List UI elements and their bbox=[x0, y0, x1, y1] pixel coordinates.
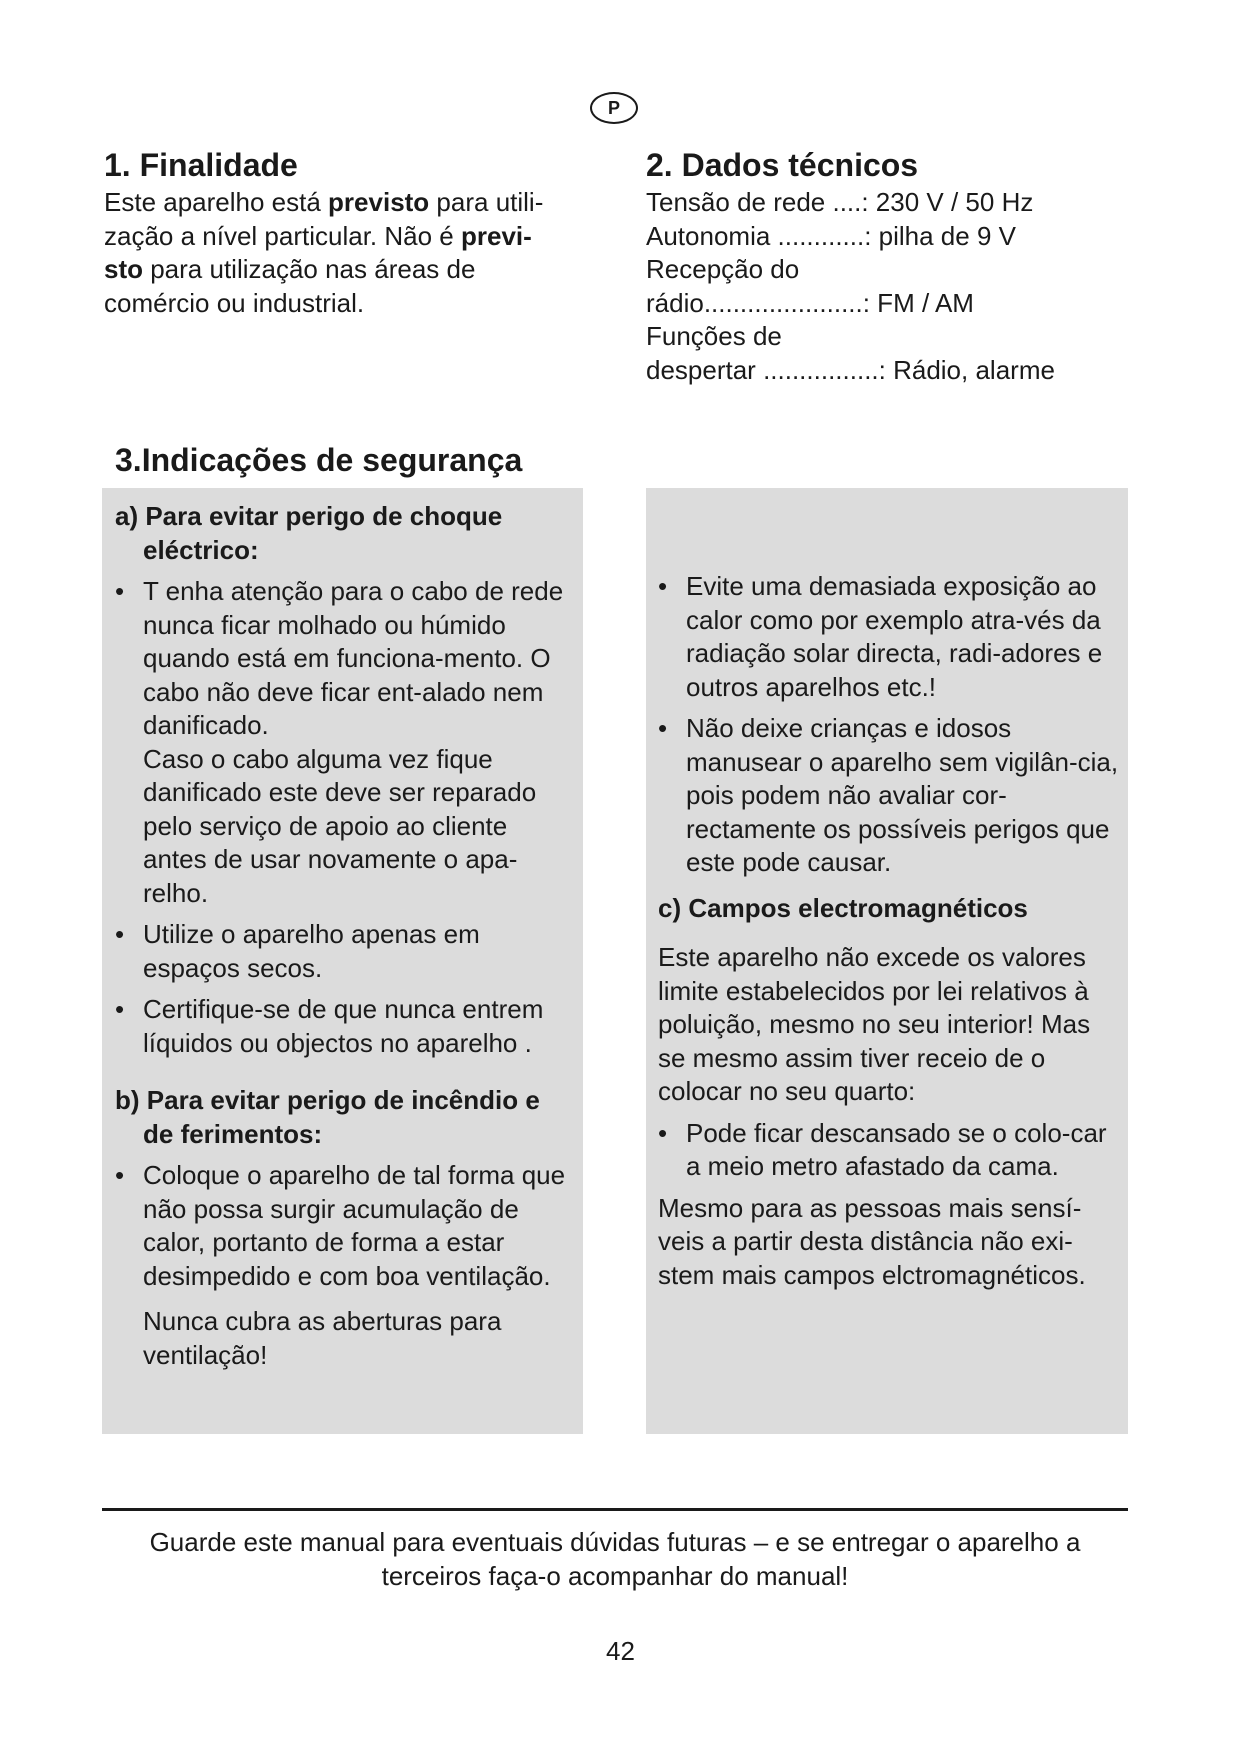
spec-row: Funções de bbox=[646, 321, 782, 352]
purpose-text-4: para utilização nas áreas de bbox=[143, 254, 476, 285]
list-item bbox=[658, 570, 1122, 704]
list-item bbox=[658, 1117, 1122, 1184]
list-item bbox=[115, 918, 573, 985]
language-badge-label: P bbox=[607, 97, 620, 118]
purpose-bold-1: previsto bbox=[328, 187, 430, 218]
purpose-bold-2: previ- bbox=[460, 220, 532, 251]
bullet-icon: • bbox=[658, 571, 668, 601]
heading-fire-injury: b) Para evitar perigo de incêndio e de ferimentos: bbox=[115, 1085, 540, 1149]
footer-divider bbox=[102, 1508, 1128, 1511]
safety-box-left bbox=[102, 488, 583, 1434]
section-purpose bbox=[104, 146, 594, 320]
bullet-text: Certifique-se de que nunca entrem líquidos ou objectos no aparelho . bbox=[143, 994, 544, 1058]
ventilation-note: Nunca cubra as aberturas para ventilação! bbox=[143, 1306, 502, 1370]
purpose-text-5: comércio ou industrial. bbox=[104, 287, 365, 318]
spec-row: Recepção do bbox=[646, 254, 800, 285]
technical-data-list bbox=[646, 186, 1166, 387]
section-technical-data bbox=[646, 146, 1166, 387]
electromagnetic-outro: Mesmo para as pessoas mais sensí-veis a partir desta distância não exi-stem mais campos elctromagnéticos. bbox=[658, 1192, 1086, 1290]
spec-row: Tensão de rede ....: 230 V / 50 Hz bbox=[646, 187, 1034, 218]
section-safety-title: 3.Indicações de segurança bbox=[115, 442, 523, 478]
footer-note bbox=[102, 1525, 1128, 1593]
bullet-text: Coloque o aparelho de tal forma que não possa surgir acumulação de calor, portanto de forma a estar desimpedido e com boa ventilação. bbox=[143, 1160, 566, 1291]
spec-row: rádio......................: FM / AM bbox=[646, 287, 974, 318]
bullet-icon: • bbox=[658, 1117, 668, 1148]
bullet-icon: • bbox=[115, 576, 125, 606]
list-item bbox=[115, 993, 573, 1060]
safety-box-right bbox=[646, 488, 1128, 1434]
spec-row: despertar ................: Rádio, alarme bbox=[646, 354, 1055, 385]
bullet-icon: • bbox=[115, 1160, 125, 1190]
bullet-text: Não deixe crianças e idosos manusear o aparelho sem vigilân-cia, pois podem não avaliar cor-rectamente os possíveis perigos que este pode causar. bbox=[686, 713, 1119, 877]
list-item bbox=[658, 712, 1122, 880]
purpose-text-1: Este aparelho está bbox=[104, 187, 329, 218]
bullet-icon: • bbox=[658, 713, 668, 743]
heading-electromagnetic: c) Campos electromagnéticos bbox=[658, 892, 1028, 923]
footer-note-line-1: Guarde este manual para eventuais dúvidas futuras – e se entregar o aparelho a bbox=[149, 1527, 1081, 1557]
page-number: 42 bbox=[606, 1636, 635, 1666]
bullet-icon: • bbox=[115, 994, 125, 1024]
bullet-text: Evite uma demasiada exposição ao calor como por exemplo atra-vés da radiação solar directa, radi-adores e outros aparelhos etc.! bbox=[686, 571, 1103, 702]
spec-row: Autonomia ............: pilha de 9 V bbox=[646, 220, 1016, 251]
footer-note-line-2: terceiros faça-o acompanhar do manual! bbox=[381, 1561, 849, 1591]
section-purpose-title: 1. Finalidade bbox=[104, 147, 298, 183]
bullet-text: T enha atenção para o cabo de rede nunca ficar molhado ou húmido quando está em funciona-mento. O cabo não deve ficar ent-alado nem danificado. bbox=[143, 576, 564, 740]
purpose-text-3: zação a nível particular. Não é bbox=[104, 220, 461, 251]
section-technical-data-title: 2. Dados técnicos bbox=[646, 147, 919, 183]
language-badge bbox=[590, 92, 638, 124]
purpose-bold-3: sto bbox=[104, 254, 143, 285]
bullet-continuation: Caso o cabo alguma vez fique danificado este deve ser reparado pelo serviço de apoio ao cliente antes de usar novamente o apa-relho. bbox=[143, 743, 537, 908]
section-purpose-text bbox=[104, 186, 594, 320]
electromagnetic-intro: Este aparelho não excede os valores limite estabelecidos por lei relativos à poluição, mesmo no seu interior! Mas se mesmo assim tiver receio de o colocar no seu quarto: bbox=[658, 942, 1091, 1106]
bullet-text: Utilize o aparelho apenas em espaços secos. bbox=[143, 919, 480, 983]
heading-electric-shock: a) Para evitar perigo de choque eléctrico: bbox=[115, 501, 503, 565]
list-item bbox=[115, 575, 573, 743]
list-item bbox=[115, 1159, 573, 1293]
bullet-icon: • bbox=[115, 919, 125, 949]
purpose-text-2: para utili- bbox=[429, 187, 544, 218]
bullet-text: Pode ficar descansado se o colo-car a meio metro afastado da cama. bbox=[686, 1117, 1107, 1181]
